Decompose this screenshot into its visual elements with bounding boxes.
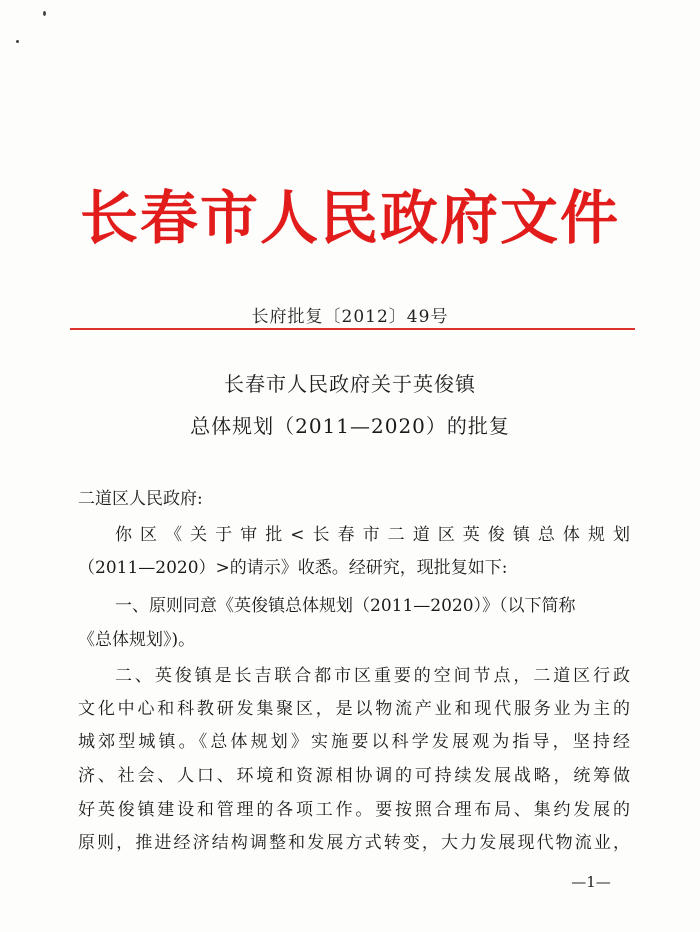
body-text-line: （2011—2020）>的请示》收悉。经研究，现批复如下: <box>78 558 508 578</box>
issuer-title: 长春市人民政府文件 <box>79 184 620 252</box>
subject-line-2: 总体规划（2011—2020）的批复 <box>190 414 510 438</box>
body-text-line: 一、原则同意《英俊镇总体规划（2011—2020）》（以下简称 <box>115 596 576 616</box>
scan-speck <box>16 40 19 43</box>
red-divider-line <box>70 328 635 330</box>
body-text-line: 济、社会、人口、环境和资源相协调的可持续发展战略，统筹做 <box>78 766 630 786</box>
body-text-line: 文化中心和科教研发集聚区，是以物流产业和现代服务业为主的 <box>78 699 630 719</box>
body-text-line: 二、英俊镇是长吉联合都市区重要的空间节点，二道区行政 <box>115 666 630 686</box>
subject-line-1: 长春市人民政府关于英俊镇 <box>224 372 476 396</box>
body-text-line: 城郊型城镇。《总体规划》实施要以科学发展观为指导，坚持经 <box>78 732 630 752</box>
scan-speck <box>43 11 46 16</box>
body-text-line: 好英俊镇建设和管理的各项工作。要按照合理布局、集约发展的 <box>78 800 630 820</box>
page-number: —1— <box>571 873 611 891</box>
body-text-line: 你区《关于审批<长春市二道区英俊镇总体规划 <box>115 525 630 545</box>
document-number: 长府批复〔2012〕49号 <box>251 307 449 327</box>
body-text-line: 《总体规划》)。 <box>78 630 196 650</box>
body-text-line: 原则，推进经济结构调整和发展方式转变，大力发展现代物流业， <box>78 833 630 853</box>
addressee: 二道区人民政府: <box>78 489 203 509</box>
